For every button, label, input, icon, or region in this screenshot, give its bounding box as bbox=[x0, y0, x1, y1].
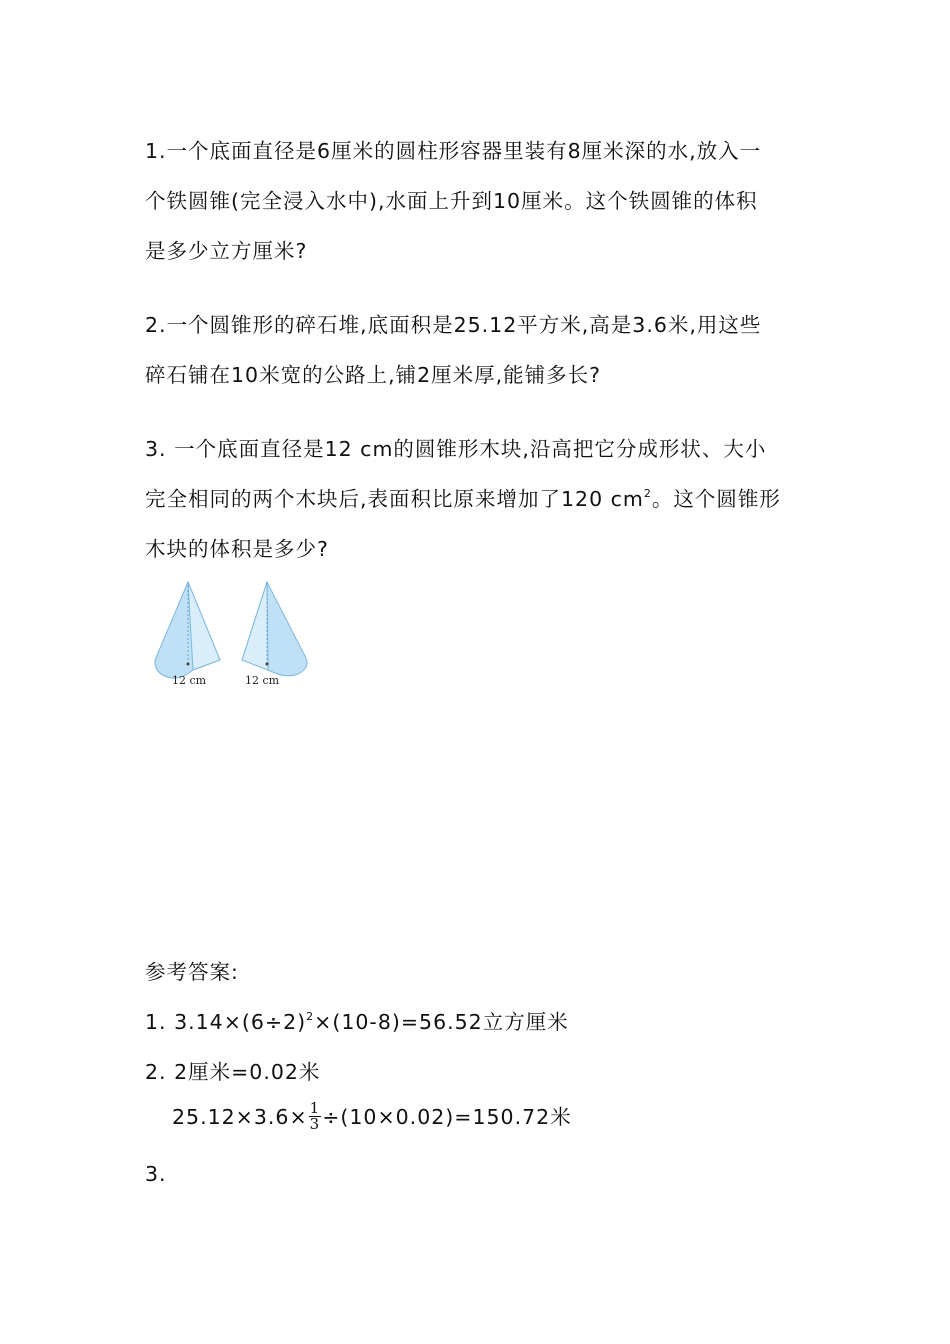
answer-1-tail: ×(10-8)=56.52立方厘米 bbox=[314, 1010, 569, 1034]
left-cone-cut-face bbox=[188, 582, 220, 670]
right-cone-cut-face bbox=[242, 582, 268, 670]
answer-1-superscript: 2 bbox=[306, 1010, 315, 1023]
fraction-denominator: 3 bbox=[309, 1114, 321, 1133]
fraction-numerator: 1 bbox=[309, 1098, 321, 1117]
answer-2-tail: ÷(10×0.02)=150.72米 bbox=[322, 1105, 572, 1129]
one-third-fraction bbox=[309, 1098, 322, 1133]
problem-2-line-2: 碎石铺在10米宽的公路上,铺2厘米厚,能铺多长? bbox=[145, 363, 602, 387]
cone-halves-figure bbox=[150, 578, 315, 688]
answers-heading: 参考答案: bbox=[145, 960, 239, 984]
problem-1-line-3: 是多少立方厘米? bbox=[145, 239, 308, 263]
answer-2-line-1: 2. 2厘米=0.02米 bbox=[145, 1060, 321, 1084]
problem-3-line-1: 3. 一个底面直径是12 cm的圆锥形木块,沿高把它分成形状、大小 bbox=[145, 437, 767, 461]
problem-1-line-2: 个铁圆锥(完全浸入水中),水面上升到10厘米。这个铁圆锥的体积 bbox=[145, 189, 758, 213]
left-cone-half bbox=[155, 582, 220, 687]
answer-2-line-2 bbox=[172, 1098, 572, 1134]
answer-3: 3. bbox=[145, 1162, 167, 1186]
answer-1-text: 1. 3.14×(6÷2) bbox=[145, 1010, 307, 1034]
problem-3-line-2 bbox=[145, 484, 781, 514]
problem-3-line-2-tail: 。这个圆锥形 bbox=[651, 487, 781, 511]
square-superscript: 2 bbox=[643, 487, 652, 500]
left-cone-center-dot bbox=[187, 663, 190, 666]
right-cone-label: 12 cm bbox=[245, 674, 280, 687]
answer-2-text: 25.12×3.6× bbox=[172, 1105, 308, 1129]
problem-3-line-2-text: 完全相同的两个木块后,表面积比原来增加了120 cm bbox=[145, 487, 644, 511]
problem-3-line-3: 木块的体积是多少? bbox=[145, 537, 329, 561]
left-cone-label: 12 cm bbox=[172, 674, 207, 687]
problem-2-line-1: 2.一个圆锥形的碎石堆,底面积是25.12平方米,高是3.6米,用这些 bbox=[145, 313, 762, 337]
problem-1-line-1: 1.一个底面直径是6厘米的圆柱形容器里装有8厘米深的水,放入一 bbox=[145, 139, 762, 163]
answer-1 bbox=[145, 1007, 569, 1037]
right-cone-center-dot bbox=[266, 663, 269, 666]
right-cone-half bbox=[242, 582, 307, 687]
